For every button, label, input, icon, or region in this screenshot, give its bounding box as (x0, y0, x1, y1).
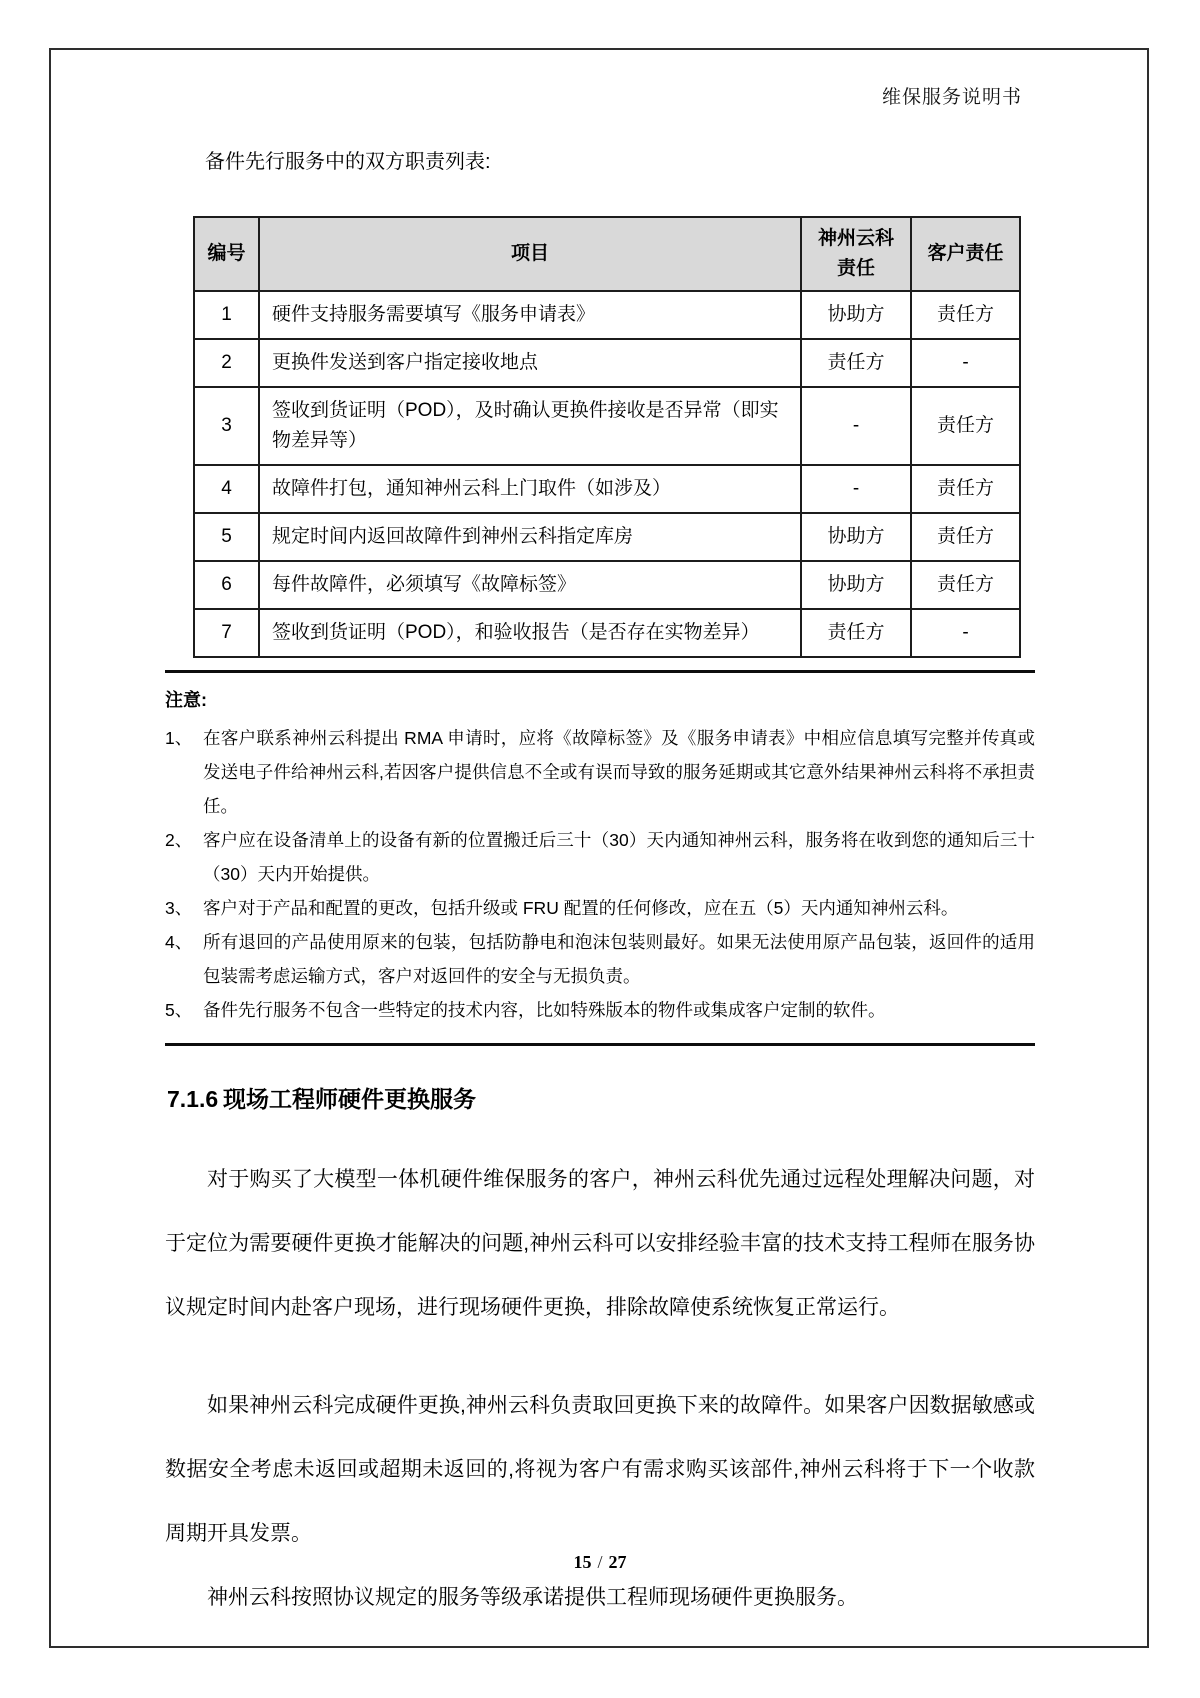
note-text: 备件先行服务不包含一些特定的技术内容，比如特殊版本的物件或集成客户定制的软件。 (203, 1000, 886, 1020)
note-text: 所有退回的产品使用原来的包装，包括防静电和泡沫包装则最好。如果无法使用原产品包装，返回件的适用包装需考虑运输方式，客户对返回件的安全与无损负责。 (203, 932, 1035, 986)
cell-item: 硬件支持服务需要填写《服务申请表》 (259, 291, 801, 339)
page-separator: / (597, 1552, 603, 1572)
cell-customer-responsibility: 责任方 (911, 513, 1020, 561)
cell-item: 签收到货证明（POD），和验收报告（是否存在实物差异） (259, 609, 801, 657)
cell-dck-responsibility: 责任方 (801, 339, 911, 387)
table-row (194, 387, 1020, 465)
header-cell-dck (801, 217, 911, 291)
notes-list (165, 721, 1035, 1027)
header-cell-no: 编号 (194, 217, 259, 291)
note-number: 2、 (165, 830, 193, 850)
note-item (165, 993, 1035, 1027)
note-item (165, 823, 1035, 891)
body-paragraph: 神州云科按照协议规定的服务等级承诺提供工程师现场硬件更换服务。 (207, 1586, 858, 1609)
cell-dck-responsibility: 责任方 (801, 609, 911, 657)
cell-dck-responsibility: - (801, 387, 911, 465)
page-content (165, 148, 1035, 1630)
header-cell-dck-label: 神州云科责任 (817, 228, 894, 279)
page-total: 27 (608, 1552, 627, 1572)
cell-customer-responsibility: 责任方 (911, 561, 1020, 609)
intro-text: 备件先行服务中的双方职责列表: (205, 151, 491, 173)
page-number: 15 (573, 1552, 592, 1572)
cell-no: 7 (194, 609, 259, 657)
note-number: 3、 (165, 898, 193, 918)
note-number: 4、 (165, 932, 193, 952)
cell-customer-responsibility: 责任方 (911, 465, 1020, 513)
cell-item: 更换件发送到客户指定接收地点 (259, 339, 801, 387)
header-cell-customer: 客户责任 (911, 217, 1020, 291)
cell-no: 2 (194, 339, 259, 387)
cell-item: 故障件打包，通知神州云科上门取件（如涉及） (259, 465, 801, 513)
section-heading (167, 1084, 1035, 1114)
cell-customer-responsibility: - (911, 609, 1020, 657)
note-item (165, 891, 1035, 925)
section-divider-top (165, 670, 1035, 673)
note-number: 1、 (165, 728, 193, 748)
responsibilities-table (193, 216, 1021, 658)
table-header-row (194, 217, 1020, 291)
cell-no: 3 (194, 387, 259, 465)
table-row (194, 561, 1020, 609)
cell-dck-responsibility: 协助方 (801, 291, 911, 339)
table-row (194, 291, 1020, 339)
table-row (194, 609, 1020, 657)
section-number: 7.1.6 (167, 1086, 219, 1112)
note-number: 5、 (165, 1000, 193, 1020)
notes-label: 注意: (165, 690, 207, 710)
section-title: 现场工程师硬件更换服务 (223, 1086, 476, 1112)
cell-no: 5 (194, 513, 259, 561)
cell-no: 6 (194, 561, 259, 609)
cell-dck-responsibility: 协助方 (801, 513, 911, 561)
cell-customer-responsibility: - (911, 339, 1020, 387)
cell-no: 1 (194, 291, 259, 339)
body-paragraph: 对于购买了大模型一体机硬件维保服务的客户，神州云科优先通过远程处理解决问题，对于定位为需要硬件更换才能解决的问题,神州云科可以安排经验丰富的技术支持工程师在服务协议规定时间内赴客户现场，进行现场硬件更换，排除故障使系统恢复正常运行。 (165, 1168, 1035, 1319)
note-item (165, 721, 1035, 823)
body-paragraph: 如果神州云科完成硬件更换,神州云科负责取回更换下来的故障件。如果客户因数据敏感或数据安全考虑未返回或超期未返回的,将视为客户有需求购买该部件,神州云科将于下一个收款周期开具发票。 (165, 1394, 1035, 1545)
cell-item: 规定时间内返回故障件到神州云科指定库房 (259, 513, 801, 561)
section-divider-bottom (165, 1043, 1035, 1046)
cell-dck-responsibility: 协助方 (801, 561, 911, 609)
note-text: 客户对于产品和配置的更改，包括升级或 FRU 配置的任何修改，应在五（5）天内通知神州云科。 (203, 898, 959, 918)
note-text: 客户应在设备清单上的设备有新的位置搬迁后三十（30）天内通知神州云科，服务将在收到您的通知后三十（30）天内开始提供。 (203, 830, 1035, 884)
cell-customer-responsibility: 责任方 (911, 387, 1020, 465)
cell-dck-responsibility: - (801, 465, 911, 513)
page-footer (0, 1552, 1200, 1573)
cell-customer-responsibility: 责任方 (911, 291, 1020, 339)
header-title: 维保服务说明书 (881, 87, 1022, 108)
table-row (194, 513, 1020, 561)
table-row (194, 465, 1020, 513)
cell-item: 每件故障件，必须填写《故障标签》 (259, 561, 801, 609)
cell-no: 4 (194, 465, 259, 513)
header-cell-item: 项目 (259, 217, 801, 291)
cell-item: 签收到货证明（POD），及时确认更换件接收是否异常（即实物差异等） (259, 387, 801, 465)
table-row (194, 339, 1020, 387)
note-text: 在客户联系神州云科提出 RMA 申请时，应将《故障标签》及《服务申请表》中相应信息填写完整并传真或发送电子件给神州云科,若因客户提供信息不全或有误而导致的服务延期或其它意外结果神州云科将不承担责任。 (203, 728, 1035, 816)
note-item (165, 925, 1035, 993)
